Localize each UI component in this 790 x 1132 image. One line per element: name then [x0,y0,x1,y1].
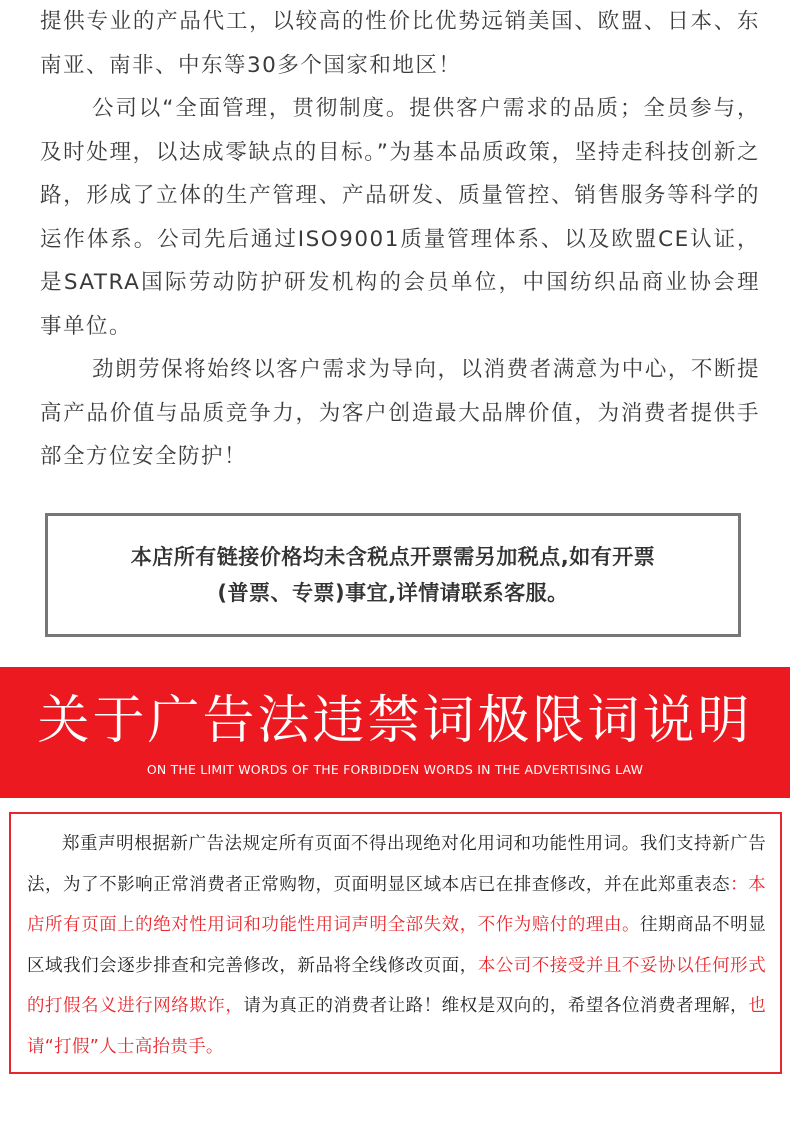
company-intro [40,0,760,479]
banner-title: 关于广告法违禁词极限词说明 [37,691,753,751]
invoice-notice-box [45,513,741,637]
invoice-notice-line-1: 本店所有链接价格均未含税点开票需另加税点,如有开票 [130,545,656,569]
advertising-law-banner [0,667,790,798]
legal-statement-box [9,812,782,1074]
invoice-notice-text [131,539,655,611]
statement-text-2: 往期商品不明显区域我们会逐步排查和完善修改，新品将全线修改页面， [27,915,766,976]
banner-subtitle: ON THE LIMIT WORDS OF THE FORBIDDEN WORDS IN THE ADVERTISING LAW [146,762,644,777]
legal-statement-text [27,824,766,1067]
intro-paragraph-export: 提供专业的产品代工，以较高的性价比优势远销美国、欧盟、日本、东南亚、南非、中东等30多个国家和地区！ [40,9,760,78]
intro-paragraph-brand-promise: 劲朗劳保将始终以客户需求为导向，以消费者满意为中心，不断提高产品价值与品质竞争力，为客户创造最大品牌价值，为消费者提供手部全方位安全防护！ [40,357,760,469]
statement-highlight-1: ：本店所有页面上的绝对性用词和功能性用词声明全部失效，不作为赔付的理由。 [27,874,766,935]
statement-highlight-2: 本公司不接受并且不妥协以任何形式的打假名义进行网络欺诈， [27,955,766,1016]
statement-text-1: 郑重声明根据新广告法规定所有页面不得出现绝对化用词和功能性用词。我们支持新广告法，为了不影响正常消费者正常购物，页面明显区域本店已在排查修改，并在此郑重表态 [27,834,766,895]
invoice-notice-line-2: (普票、专票)事宜,详情请联系客服。 [217,581,569,605]
intro-paragraph-quality-policy: 公司以“全面管理，贯彻制度。提供客户需求的品质；全员参与，及时处理，以达成零缺点的目标。”为基本品质政策，坚持走科技创新之路，形成了立体的生产管理、产品研发、质量管控、销售服务等科学的运作体系。公司先后通过ISO9001质量管理体系、以及欧盟CE认证，是SATRA国际劳动防护研发机构的会员单位，中国纺织品商业协会理事单位。 [40,96,760,339]
statement-text-3: 请为真正的消费者让路！维权是双向的，希望各位消费者理解， [243,996,749,1016]
statement-highlight-3: 也请“打假”人士高抬贵手。 [27,996,766,1057]
